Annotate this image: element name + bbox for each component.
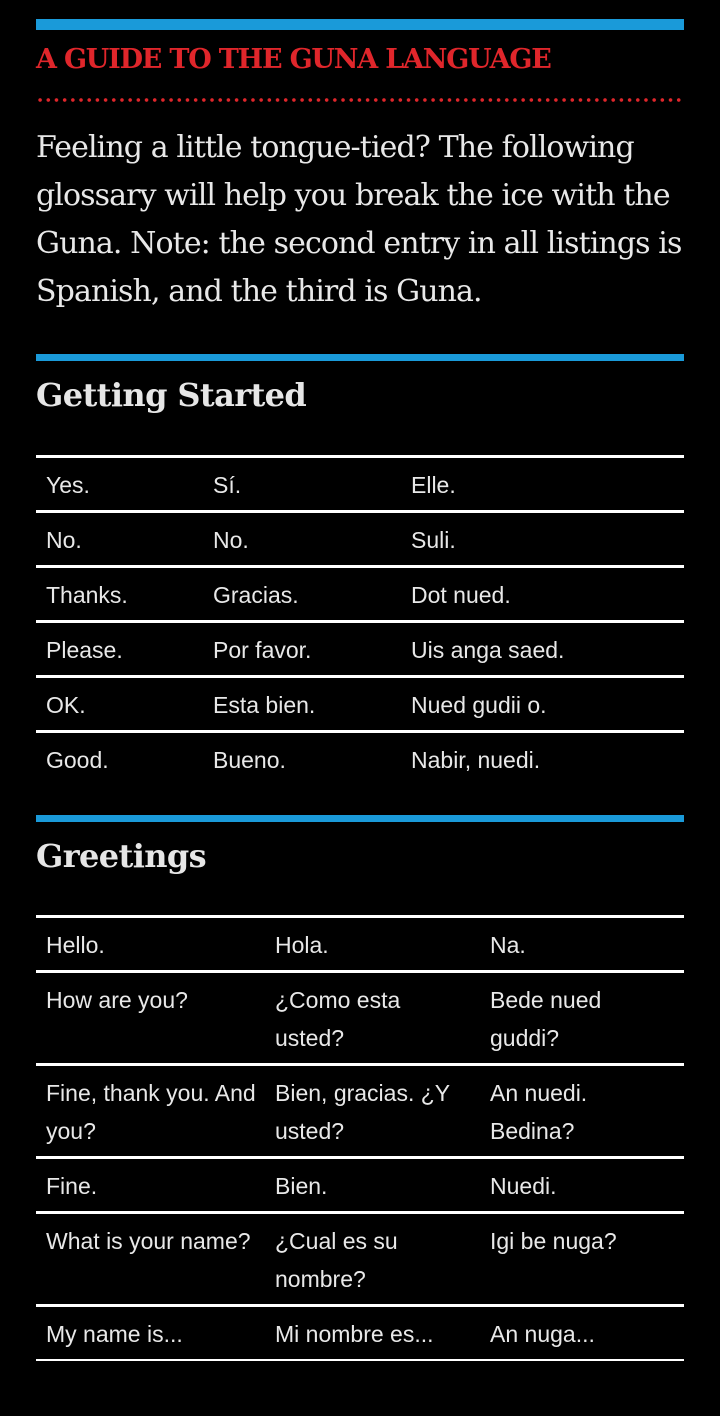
- top-accent-rule: [36, 19, 684, 30]
- table-row: [36, 567, 684, 622]
- guna-cell: Nuedi.: [490, 1173, 557, 1199]
- glossary-table-getting-started: [36, 455, 684, 785]
- english-cell: What is your name?: [46, 1228, 251, 1254]
- table-row: [36, 1158, 684, 1213]
- glossary-table-greetings: [36, 915, 684, 1361]
- table-row: [36, 1306, 684, 1361]
- table-row: [36, 457, 684, 512]
- guna-cell: An nuga...: [490, 1321, 595, 1347]
- english-cell: OK.: [46, 692, 86, 718]
- english-cell: Fine.: [46, 1173, 98, 1199]
- spanish-cell: No.: [213, 527, 249, 553]
- english-cell: My name is...: [46, 1321, 183, 1347]
- english-cell: Thanks.: [46, 582, 128, 608]
- guna-cell: An nuedi. Bedina?: [490, 1080, 588, 1144]
- guna-cell: Elle.: [411, 472, 456, 498]
- english-cell: Fine, thank you. And you?: [46, 1080, 256, 1144]
- table-row: [36, 732, 684, 786]
- section-title-getting-started: Getting Started: [36, 376, 307, 414]
- english-cell: Please.: [46, 637, 123, 663]
- english-cell: How are you?: [46, 987, 188, 1013]
- spanish-cell: Bien.: [275, 1173, 328, 1199]
- guna-cell: Bede nued guddi?: [490, 987, 602, 1051]
- spanish-cell: Hola.: [275, 932, 329, 958]
- guide-kicker: A GUIDE TO THE GUNA LANGUAGE: [36, 44, 551, 75]
- spanish-cell: Por favor.: [213, 637, 312, 663]
- table-row: [36, 1065, 684, 1158]
- guna-cell: Uis anga saed.: [411, 637, 565, 663]
- english-cell: Hello.: [46, 932, 105, 958]
- table-row: [36, 917, 684, 972]
- english-cell: Good.: [46, 747, 109, 773]
- table-row: [36, 1213, 684, 1306]
- section-rule-getting-started: [36, 354, 684, 361]
- dotted-divider: [36, 97, 684, 103]
- english-cell: Yes.: [46, 472, 90, 498]
- table-row: [36, 512, 684, 567]
- spanish-cell: ¿Cual es su nombre?: [275, 1228, 398, 1292]
- guna-cell: Suli.: [411, 527, 456, 553]
- spanish-cell: Mi nombre es...: [275, 1321, 434, 1347]
- spanish-cell: Gracias.: [213, 582, 299, 608]
- guna-cell: Nued gudii o.: [411, 692, 547, 718]
- guna-cell: Igi be nuga?: [490, 1228, 617, 1254]
- table-row: [36, 622, 684, 677]
- spanish-cell: Esta bien.: [213, 692, 316, 718]
- spanish-cell: Bien, gracias. ¿Y usted?: [275, 1080, 450, 1144]
- guna-cell: Nabir, nuedi.: [411, 747, 541, 773]
- spanish-cell: Bueno.: [213, 747, 286, 773]
- table-row: [36, 972, 684, 1065]
- spanish-cell: Sí.: [213, 472, 242, 498]
- guna-cell: Na.: [490, 932, 526, 958]
- table-row: [36, 677, 684, 732]
- section-title-greetings: Greetings: [36, 837, 207, 875]
- english-cell: No.: [46, 527, 82, 553]
- intro-paragraph: Feeling a little tongue-tied? The following glossary will help you break the ice with the Guna. Note: the second entry in all listings is Spanish, and the third is Guna.: [36, 130, 682, 309]
- guna-cell: Dot nued.: [411, 582, 511, 608]
- section-rule-greetings: [36, 815, 684, 822]
- spanish-cell: ¿Como esta usted?: [275, 987, 401, 1051]
